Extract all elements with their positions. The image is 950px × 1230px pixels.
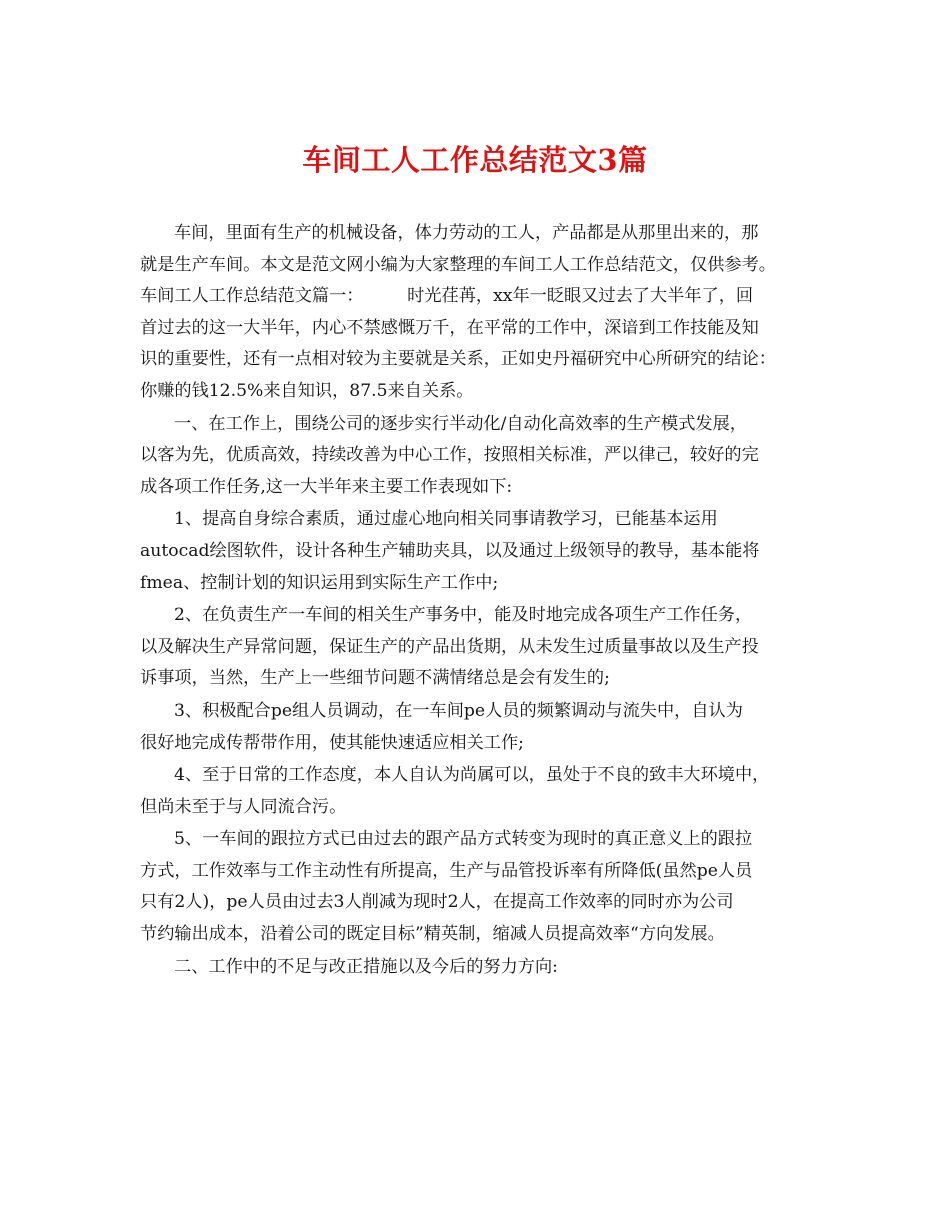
text-line: 5、一车间的跟拉方式已由过去的跟产品方式转变为现时的真正意义上的跟拉	[174, 829, 753, 850]
text-line: autocad绘图软件，设计各种生产辅助夹具，以及通过上级领导的教导，基本能将	[140, 540, 760, 561]
text-line: 3、积极配合pe组人员调动，在一车间pe人员的频繁调动与流失中，自认为	[174, 700, 743, 721]
text-line: 方式，工作效率与工作主动性有所提高，生产与品管投诉率有所降低(虽然pe人员	[140, 860, 753, 881]
text-line: fmea、控制计划的知识运用到实际生产工作中;	[140, 572, 499, 593]
text-line: 很好地完成传帮带作用，使其能快速适应相关工作;	[140, 732, 524, 753]
text-line: 车间工人工作总结范文篇一： 时光荏苒，xx年一眨眼又过去了大半年了，回	[140, 286, 754, 307]
text-line: 首过去的这一大半年，内心不禁感慨万千，在平常的工作中，深谙到工作技能及知	[140, 317, 759, 338]
text-line: 诉事项，当然，生产上一些细节问题不满情绪总是会有发生的;	[140, 668, 610, 689]
text-line: 节约输出成本，沿着公司的既定目标”精英制，缩减人员提高效率“方向发展。	[140, 924, 725, 945]
text-line: 1、提高自身综合素质，通过虚心地向相关同事请教学习，已能基本运用	[174, 509, 718, 530]
text-line: 2、在负责生产一车间的相关生产事务中，能及时地完成各项生产工作任务，	[174, 605, 753, 626]
text-line: 以及解决生产异常问题，保证生产的产品出货期，从未发生过质量事故以及生产投	[140, 636, 759, 657]
text-line: 以客为先，优质高效，持续改善为中心工作，按照相关标准，严以律己，较好的完	[140, 445, 759, 466]
text-line: 识的重要性，还有一点相对较为主要就是关系，正如史丹福研究中心所研究的结论：	[140, 349, 776, 370]
document-title: 车间工人工作总结范文3篇	[302, 143, 648, 177]
text-line: 你赚的钱12.5%来自知识，87.5来自关系。	[140, 380, 474, 401]
text-line: 只有2人)，pe人员由过去3人削减为现时2人，在提高工作效率的同时亦为公司	[140, 892, 734, 913]
text-line: 但尚未至于与人同流合污。	[140, 796, 347, 817]
text-line: 一、在工作上，围绕公司的逐步实行半动化/自动化高效率的生产模式发展，	[174, 413, 747, 434]
text-line: 二、工作中的不足与改正措施以及今后的努力方向:	[174, 956, 558, 977]
text-line: 4、至于日常的工作态度，本人自认为尚属可以，虽处于不良的致丰大环境中，	[174, 765, 770, 786]
text-line: 成各项工作任务,这一大半年来主要工作表现如下:	[140, 476, 513, 497]
document-body	[140, 218, 840, 983]
text-line: 车间，里面有生产的机械设备，体力劳动的工人，产品都是从那里出来的，那	[174, 223, 759, 243]
text-line: 就是生产车间。本文是范文网小编为大家整理的车间工人工作总结范文，仅供参考。	[140, 254, 776, 275]
